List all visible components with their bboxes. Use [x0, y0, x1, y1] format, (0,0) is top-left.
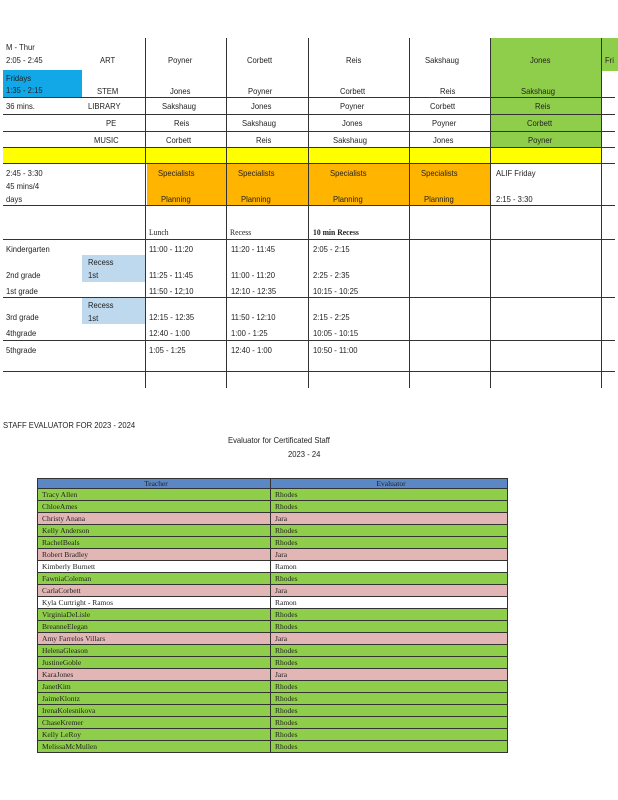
recess-time: 12:40 - 1:00 [231, 345, 272, 355]
table-row [38, 621, 508, 633]
lunch-time: 1:05 - 1:25 [149, 345, 186, 355]
alif-time: 2:15 - 3:30 [496, 194, 533, 204]
planning-time: 2:45 - 3:30 [6, 168, 43, 178]
teacher-cell: Kelly LeRoy [38, 729, 271, 741]
teacher-cell: Amy Farrelos Villars [38, 633, 271, 645]
subject-stem: STEM [97, 86, 119, 96]
evaluator-cell: Jara [271, 633, 508, 645]
evaluator-cell: Rhodes [271, 657, 508, 669]
table-row [38, 705, 508, 717]
ten-min-time: 2:05 - 2:15 [313, 244, 350, 254]
cell: Reis [535, 101, 551, 111]
time-label: 2:05 - 2:45 [6, 55, 43, 65]
table-row [38, 513, 508, 525]
table-row [38, 525, 508, 537]
cell: Poyner [528, 135, 553, 145]
teacher-cell: JustineGoble [38, 657, 271, 669]
mins-label: 36 mins. [6, 101, 35, 111]
grade-label: 1st grade [6, 286, 38, 296]
table-row [38, 573, 508, 585]
teacher-cell: ChloeAmes [38, 501, 271, 513]
evaluator-cell: Jara [271, 549, 508, 561]
lunch-time: 12:15 - 12:35 [149, 312, 195, 322]
cell: Poyner [248, 86, 273, 96]
recess-time: 11:00 - 11:20 [231, 270, 275, 280]
grade-label: Kindergarten [6, 244, 50, 254]
planning-label: Planning [333, 194, 363, 204]
cell: Corbett [247, 55, 273, 65]
ten-min-time: 2:15 - 2:25 [313, 312, 350, 322]
table-row [38, 729, 508, 741]
cell: Sakshaug [333, 135, 368, 145]
recess-box-sub: 1st [88, 270, 99, 280]
teacher-cell: Robert Bradley [38, 549, 271, 561]
evaluator-cell: Jara [271, 585, 508, 597]
grade-label: 5thgrade [6, 345, 37, 355]
cell: Reis [440, 86, 456, 96]
table-row [38, 633, 508, 645]
cell: Poyner [432, 118, 457, 128]
fridays-label: Fridays [6, 73, 32, 83]
table-row [38, 537, 508, 549]
teacher-cell: Kelly Anderson [38, 525, 271, 537]
table-row [38, 549, 508, 561]
teacher-cell: Kimberly Burnett [38, 561, 271, 573]
evaluator-cell: Rhodes [271, 525, 508, 537]
table-row [38, 681, 508, 693]
evaluator-table [37, 478, 508, 753]
cell: Jones [170, 86, 191, 96]
teacher-cell: FawniaColeman [38, 573, 271, 585]
table-row [38, 561, 508, 573]
evaluator-cell: Jara [271, 669, 508, 681]
evaluator-cell: Rhodes [271, 681, 508, 693]
teacher-cell: ChaseKremer [38, 717, 271, 729]
cell: Sakshaug [425, 55, 460, 65]
cell: Reis [174, 118, 190, 128]
teacher-cell: RachelBeals [38, 537, 271, 549]
table-row [38, 669, 508, 681]
subject-library: LIBRARY [88, 101, 121, 111]
planning-mins: 45 mins/4 [6, 181, 40, 191]
evaluator-cell: Rhodes [271, 741, 508, 753]
cell: Sakshaug [162, 101, 197, 111]
cell: Reis [346, 55, 362, 65]
teacher-cell: IrenaKolesnikova [38, 705, 271, 717]
table-row [38, 609, 508, 621]
alif-label: ALIF Friday [496, 168, 536, 178]
recess-box-label: Recess [88, 257, 114, 267]
evaluator-cell: Ramon [271, 561, 508, 573]
lunch-time: 11:50 - 12;10 [149, 286, 194, 296]
lunch-header: Lunch [149, 227, 169, 237]
table-header-row [38, 479, 508, 489]
evaluator-cell: Rhodes [271, 609, 508, 621]
ten-min-time: 10:50 - 11:00 [313, 345, 358, 355]
teacher-cell: VirginiaDeLisle [38, 609, 271, 621]
planning-label: Planning [241, 194, 271, 204]
evaluator-cell: Rhodes [271, 717, 508, 729]
cell: Corbett [166, 135, 192, 145]
specialists-label: Specialists [158, 168, 195, 178]
cell: Poyner [168, 55, 193, 65]
cell: Corbett [340, 86, 366, 96]
cut-off-label: Fri [605, 55, 614, 65]
teacher-cell: KaraJones [38, 669, 271, 681]
grade-label: 3rd grade [6, 312, 39, 322]
evaluator-cell: Jara [271, 513, 508, 525]
recess-header: Recess [230, 227, 252, 237]
table-row [38, 501, 508, 513]
lunch-time: 11:25 - 11:45 [149, 270, 193, 280]
planning-label: Planning [424, 194, 454, 204]
table-row [38, 585, 508, 597]
cell: Corbett [527, 118, 553, 128]
planning-label: Planning [161, 194, 191, 204]
cell: Sakshaug [242, 118, 277, 128]
evaluator-heading: Evaluator for Certificated Staff [228, 435, 330, 445]
teacher-cell: JanetKim [38, 681, 271, 693]
planning-days: days [6, 194, 23, 204]
lunch-time: 11:00 - 11:20 [149, 244, 193, 254]
evaluator-cell: Rhodes [271, 729, 508, 741]
table-row [38, 693, 508, 705]
teacher-cell: JaimeKlontz [38, 693, 271, 705]
cell: Sakshaug [521, 86, 556, 96]
teacher-cell: HelenaGleason [38, 645, 271, 657]
cell: Jones [530, 55, 551, 65]
lunch-time: 12:40 - 1:00 [149, 328, 190, 338]
evaluator-cell: Rhodes [271, 501, 508, 513]
ten-min-time: 10:15 - 10:25 [313, 286, 359, 296]
table-row [38, 717, 508, 729]
subject-art: ART [100, 55, 116, 65]
recess-time: 1:00 - 1:25 [231, 328, 268, 338]
table-row [38, 645, 508, 657]
staff-evaluator-title: STAFF EVALUATOR FOR 2023 - 2024 [3, 420, 136, 430]
specialists-label: Specialists [421, 168, 458, 178]
table-row [38, 657, 508, 669]
cell: Jones [342, 118, 363, 128]
evaluator-column-header: Evaluator [271, 479, 508, 489]
teacher-cell: Kyla Curtright - Ramos [38, 597, 271, 609]
days-label: M - Thur [6, 42, 35, 52]
recess-box-sub: 1st [88, 313, 99, 323]
grade-label: 4thgrade [6, 328, 37, 338]
recess-time: 11:50 - 12:10 [231, 312, 276, 322]
teacher-cell: BreanneElegan [38, 621, 271, 633]
evaluator-cell: Rhodes [271, 645, 508, 657]
recess-time: 11:20 - 11:45 [231, 244, 275, 254]
ten-min-header: 10 min Recess [313, 227, 359, 237]
cell: Reis [256, 135, 272, 145]
fridays-time: 1:35 - 2:15 [6, 85, 43, 95]
subject-pe: PE [106, 118, 117, 128]
evaluator-cell: Ramon [271, 597, 508, 609]
table-row [38, 597, 508, 609]
teacher-column-header: Teacher [38, 479, 271, 489]
specialists-label: Specialists [330, 168, 367, 178]
evaluator-cell: Rhodes [271, 573, 508, 585]
evaluator-cell: Rhodes [271, 489, 508, 501]
yellow-band [3, 148, 601, 163]
evaluator-cell: Rhodes [271, 621, 508, 633]
subject-music: MUSIC [94, 135, 119, 145]
cell: Jones [251, 101, 272, 111]
teacher-cell: Tracy Allen [38, 489, 271, 501]
evaluator-year: 2023 - 24 [288, 449, 321, 459]
specialists-label: Specialists [238, 168, 275, 178]
cell: Jones [433, 135, 454, 145]
ten-min-time: 10:05 - 10:15 [313, 328, 359, 338]
evaluator-cell: Rhodes [271, 537, 508, 549]
table-row [38, 489, 508, 501]
table-row [38, 741, 508, 753]
grade-label: 2nd grade [6, 270, 41, 280]
cell: Poyner [340, 101, 365, 111]
cell: Corbett [430, 101, 456, 111]
teacher-cell: CarlaCorbett [38, 585, 271, 597]
teacher-cell: MelissaMcMullen [38, 741, 271, 753]
ten-min-time: 2:25 - 2:35 [313, 270, 350, 280]
recess-box-label: Recess [88, 300, 114, 310]
evaluator-cell: Rhodes [271, 693, 508, 705]
teacher-cell: Christy Anana [38, 513, 271, 525]
recess-time: 12:10 - 12:35 [231, 286, 277, 296]
evaluator-cell: Rhodes [271, 705, 508, 717]
